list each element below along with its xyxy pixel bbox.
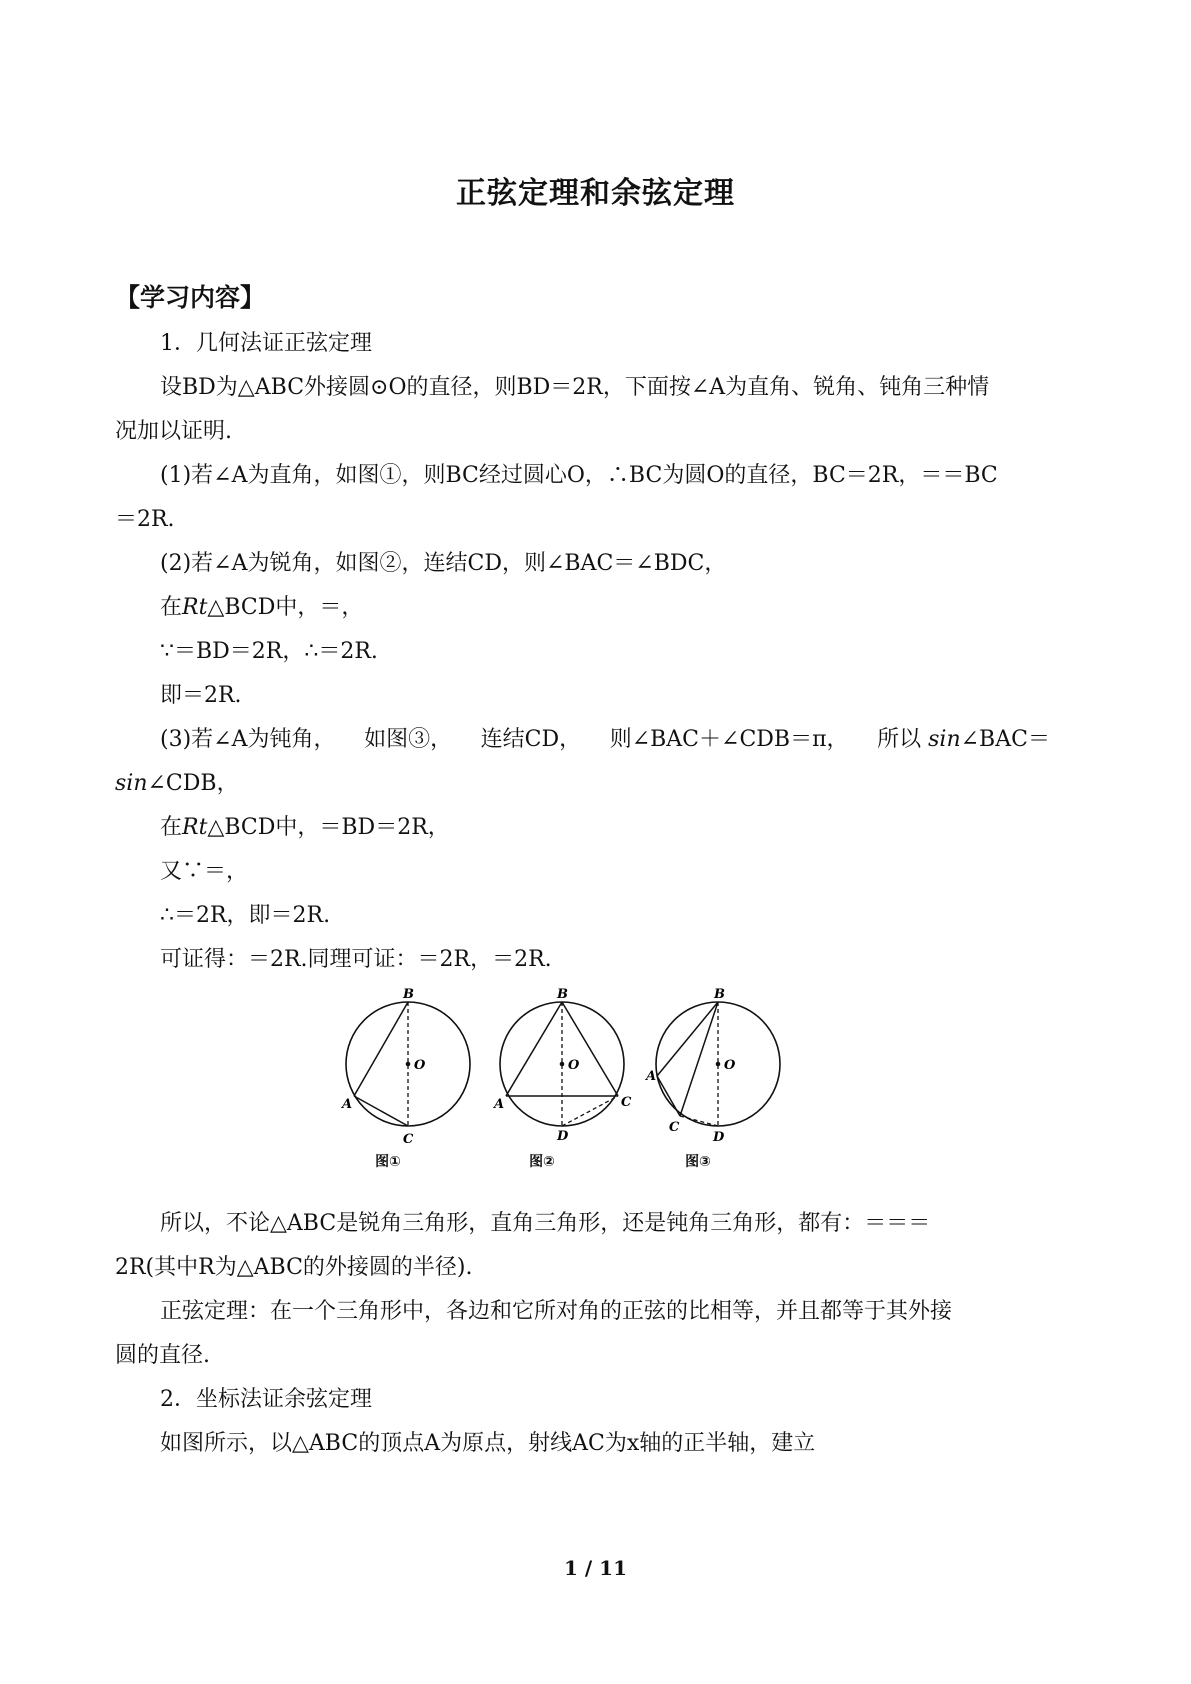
figure-3-caption: 图③: [685, 1154, 711, 1170]
text: 连结CD，: [480, 727, 582, 752]
paragraph-case3-line-1: [160, 718, 1050, 762]
figure-2-caption: 图②: [529, 1154, 555, 1170]
text: △BCD中，＝BD＝2R，: [207, 815, 450, 840]
center-point: [560, 1062, 565, 1067]
label-o: O: [724, 1058, 736, 1073]
figure-1-diagram: [338, 988, 478, 1178]
text: ∠CDB，: [147, 771, 239, 796]
segment-ab: [657, 1002, 718, 1076]
label-c: C: [403, 1132, 414, 1147]
italic-text: Rt: [182, 815, 208, 840]
segment-bc: [680, 1002, 718, 1116]
label-d: D: [713, 1130, 725, 1145]
paragraph-summary-line-2: 2R(其中R为△ABC的外接圆的半径).: [115, 1255, 473, 1280]
italic-text: sin: [115, 771, 148, 796]
segment-bc: [562, 1002, 618, 1096]
text: 在: [160, 595, 183, 620]
paragraph-case1-line-1: (1)若∠A为直角，如图①，则BC经过圆心O，∴BC为圆O的直径，BC＝2R，＝＝BC: [160, 463, 998, 488]
page-number: 1 / 11: [564, 1556, 627, 1580]
segment-ac: [354, 1096, 408, 1126]
paragraph-heading-1: 1．几何法证正弦定理: [160, 331, 372, 356]
paragraph-case1-line-2: ＝2R.: [115, 507, 175, 532]
figure-3-diagram: [648, 988, 788, 1178]
paragraph-case3-line-4: 又∵＝，: [160, 859, 249, 884]
paragraph-case2-line-1: (2)若∠A为锐角，如图②，连结CD，则∠BAC＝∠BDC，: [160, 551, 727, 576]
figure-3: [648, 988, 818, 1202]
segment-ac: [657, 1076, 680, 1116]
text: [877, 718, 1050, 762]
section-heading: 【学习内容】: [115, 283, 266, 312]
text: 在: [160, 815, 183, 840]
text: 所以: [877, 727, 922, 752]
center-point: [716, 1062, 721, 1067]
paragraph-intro-line-2: 况加以证明.: [115, 419, 232, 444]
label-a: A: [646, 1069, 657, 1084]
paragraph-case2-line-3: ∵＝BD＝2R，∴＝2R.: [160, 639, 378, 664]
center-point: [406, 1062, 411, 1067]
text: 如图③，: [364, 727, 453, 752]
paragraph-intro-line-1: 设BD为△ABC外接圆⊙O的直径，则BD＝2R，下面按∠A为直角、锐角、钝角三种情: [160, 375, 990, 400]
label-d: D: [557, 1129, 569, 1144]
paragraph-theorem-line-2: 圆的直径.: [115, 1343, 210, 1368]
text: 则∠BAC＋∠CDB＝π，: [609, 727, 849, 752]
page-title: 正弦定理和余弦定理: [456, 176, 735, 211]
label-o: O: [414, 1058, 426, 1073]
label-o: O: [568, 1058, 580, 1073]
label-b: B: [714, 987, 725, 1002]
text: ∠BAC＝: [960, 727, 1050, 752]
paragraph-case2-line-4: 即＝2R.: [160, 683, 242, 708]
label-b: B: [403, 987, 414, 1002]
figure-1-caption: 图①: [375, 1154, 401, 1170]
paragraph-heading-2: 2．坐标法证余弦定理: [160, 1387, 372, 1412]
label-a: A: [494, 1097, 505, 1112]
label-a: A: [342, 1097, 353, 1112]
document-body: [115, 322, 1050, 1466]
paragraph-theorem-line-1: 正弦定理：在一个三角形中，各边和它所对角的正弦的比相等，并且都等于其外接: [160, 1299, 953, 1324]
paragraph-case3-line-3: [160, 806, 1050, 850]
paragraph-summary-line-1: 所以，不论△ABC是锐角三角形，直角三角形，还是钝角三角形，都有：＝＝＝: [160, 1211, 931, 1236]
paragraph-case3-line-5: ∴＝2R，即＝2R.: [160, 903, 331, 928]
segment-ab: [354, 1002, 408, 1096]
paragraph-cosine-intro: 如图所示，以△ABC的顶点A为原点，射线AC为x轴的正半轴，建立: [160, 1431, 816, 1456]
paragraph-case2-line-2: [160, 586, 1050, 630]
label-c: C: [621, 1095, 632, 1110]
text: (3)若∠A为钝角，: [160, 727, 336, 752]
figure-group: [342, 987, 1050, 1202]
figure-2-diagram: [492, 988, 632, 1178]
label-b: B: [557, 987, 568, 1002]
label-c: C: [669, 1120, 680, 1135]
italic-text: sin: [928, 727, 961, 752]
text: △BCD中，＝，: [207, 595, 364, 620]
segment-ab: [506, 1002, 562, 1096]
segment-cd: [562, 1096, 618, 1126]
paragraph-conclusion: 可证得：＝2R.同理可证：＝2R，＝2R.: [160, 947, 552, 972]
paragraph-case3-line-2: [115, 762, 1050, 806]
italic-text: Rt: [182, 595, 208, 620]
